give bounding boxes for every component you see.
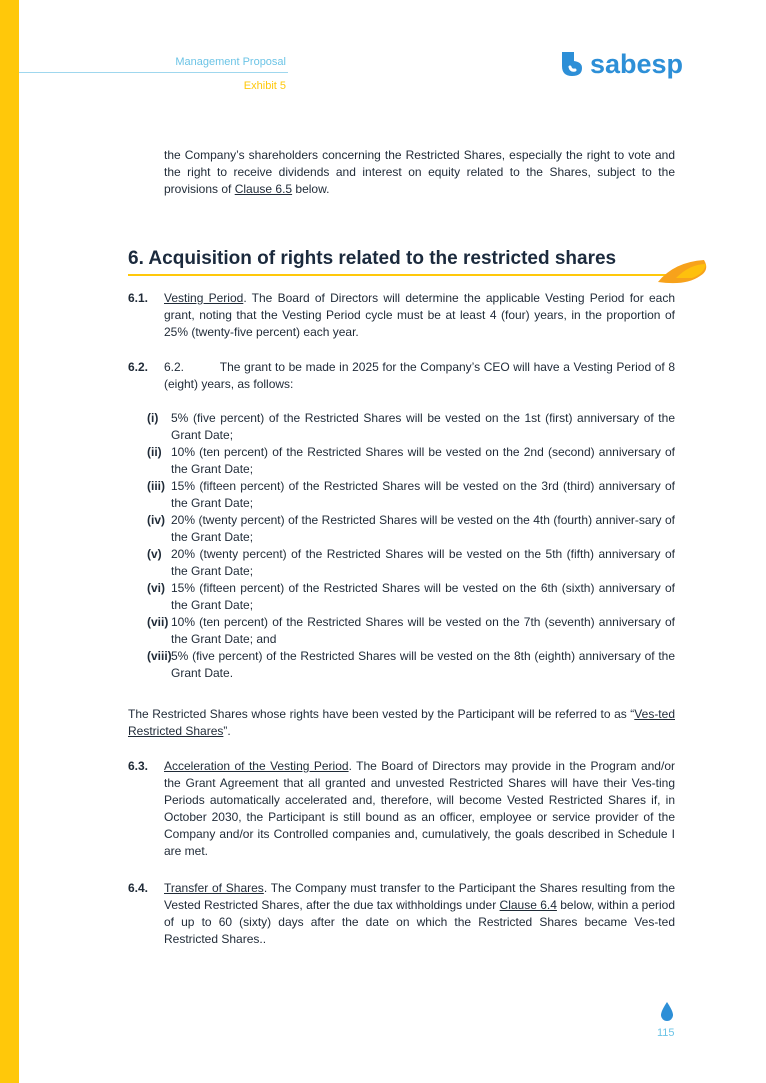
side-accent-bar [0, 0, 19, 1083]
header-divider [19, 72, 288, 73]
clause-heading: Acceleration of the Vesting Period [164, 759, 349, 773]
list-item [147, 410, 675, 444]
clause-6-3 [128, 758, 675, 860]
clause-6-2 [128, 359, 679, 393]
section-title: 6. Acquisition of rights related to the restricted shares [128, 248, 617, 269]
list-item-text: 20% (twenty percent) of the Restricted Shares will be vested on the 4th (fourth) anniver-sary of the Grant Date; [171, 513, 675, 544]
list-marker: (vi) [147, 581, 165, 595]
clause-number: 6.3. [128, 759, 149, 773]
clause-number: 6.4. [128, 881, 149, 895]
list-marker: (vii) [147, 615, 169, 629]
clause-6-4 [128, 880, 675, 948]
clause-body-end: below, within a period of up to 60 (sixty) days after the date on which the Restricted Shares became Ves-ted Restricted Shares.. [164, 898, 675, 946]
logo-wordmark: sabesp [590, 48, 684, 79]
vested-term: Ves-ted Restricted Shares [128, 707, 675, 738]
list-marker: (ii) [147, 445, 162, 459]
header-exhibit: Exhibit 5 [243, 80, 286, 92]
list-marker: (iii) [147, 479, 165, 493]
list-item [147, 614, 675, 648]
vested-note-end: ”. [223, 724, 231, 738]
clause-body: . The Board of Directors may provide in the Program and/or the Grant Agreement that all granted and unvested Restricted Shares will have their Ves-ting Periods automatically accelerated and, therefore, will become Vested Restricted Shares if, in October 2030, the Participant is still bound as an officer, employee or service provider of the Company and/or its Controlled companies and, cumulatively, the goals described in Schedule I are met. [164, 759, 675, 858]
list-marker: (i) [147, 411, 159, 425]
intro-text: the Company’s shareholders concerning the Restricted Shares, especially the right to vote and the right to receive dividends and interest on equity related to the Shares, subject to the provisions of [164, 148, 675, 196]
list-item [147, 444, 675, 478]
list-item-text: 10% (ten percent) of the Restricted Shares will be vested on the 2nd (second) anniversary of the Grant Date; [171, 445, 675, 476]
vested-note-text: The Restricted Shares whose rights have been vested by the Participant will be referred to as “ [128, 707, 635, 721]
list-item-text: 15% (fifteen percent) of the Restricted Shares will be vested on the 3rd (third) anniversary of the Grant Date; [171, 479, 675, 510]
water-drop-icon [659, 1001, 675, 1023]
title-underline [128, 274, 668, 276]
list-marker: (viii) [147, 649, 172, 663]
clause-heading: Transfer of Shares [164, 881, 264, 895]
list-item [147, 648, 675, 682]
clause-6-5-link[interactable]: Clause 6.5 [234, 182, 293, 196]
list-item-text: 10% (ten percent) of the Restricted Shares will be vested on the 7th (seventh) anniversary of the Grant Date; and [171, 615, 675, 646]
sabesp-logo-icon [558, 50, 586, 78]
list-marker: (iv) [147, 513, 165, 527]
decorative-leaf-icon [656, 256, 710, 288]
clause-6-4-link[interactable]: Clause 6.4 [499, 898, 557, 912]
intro-paragraph [164, 147, 675, 198]
list-item [147, 546, 675, 580]
list-item-text: 20% (twenty percent) of the Restricted Shares will be vested on the 5th (fifth) anniversary of the Grant Date; [171, 547, 675, 578]
clause-6-1 [128, 290, 675, 341]
vested-note [128, 706, 675, 740]
clause-body: . The Board of Directors will determine the applicable Vesting Period for each grant, noting that the Vesting Period cycle must be at least 4 (four) years, in the proportion of 25% (twenty-five percent) each year. [164, 291, 675, 339]
page-number: 115 [657, 1027, 675, 1039]
vesting-schedule-list [147, 410, 675, 682]
clause-heading: Vesting Period [164, 291, 244, 305]
intro-text-end: below. [292, 182, 330, 196]
list-item-text: 5% (five percent) of the Restricted Shares will be vested on the 1st (first) anniversary of the Grant Date; [171, 411, 675, 442]
list-item [147, 512, 675, 546]
sabesp-logo [558, 50, 683, 78]
clause-body: 6.2. The grant to be made in 2025 for the Company’s CEO will have a Vesting Period of 8 (eight) years, as follows: [164, 360, 679, 391]
list-item [147, 580, 675, 614]
list-marker: (v) [147, 547, 162, 561]
clause-number: 6.2. [128, 360, 149, 374]
clause-body: . The Company must transfer to the Participant the Shares resulting from the Vested Restricted Shares, after the due tax withholdings under [164, 881, 675, 912]
list-item-text: 15% (fifteen percent) of the Restricted Shares will be vested on the 6th (sixth) anniversary of the Grant Date; [171, 581, 675, 612]
clause-number: 6.1. [128, 291, 149, 305]
list-item-text: 5% (five percent) of the Restricted Shares will be vested on the 8th (eighth) anniversary of the Grant Date. [171, 649, 675, 680]
header-title: Management Proposal [175, 56, 286, 68]
list-item [147, 478, 675, 512]
